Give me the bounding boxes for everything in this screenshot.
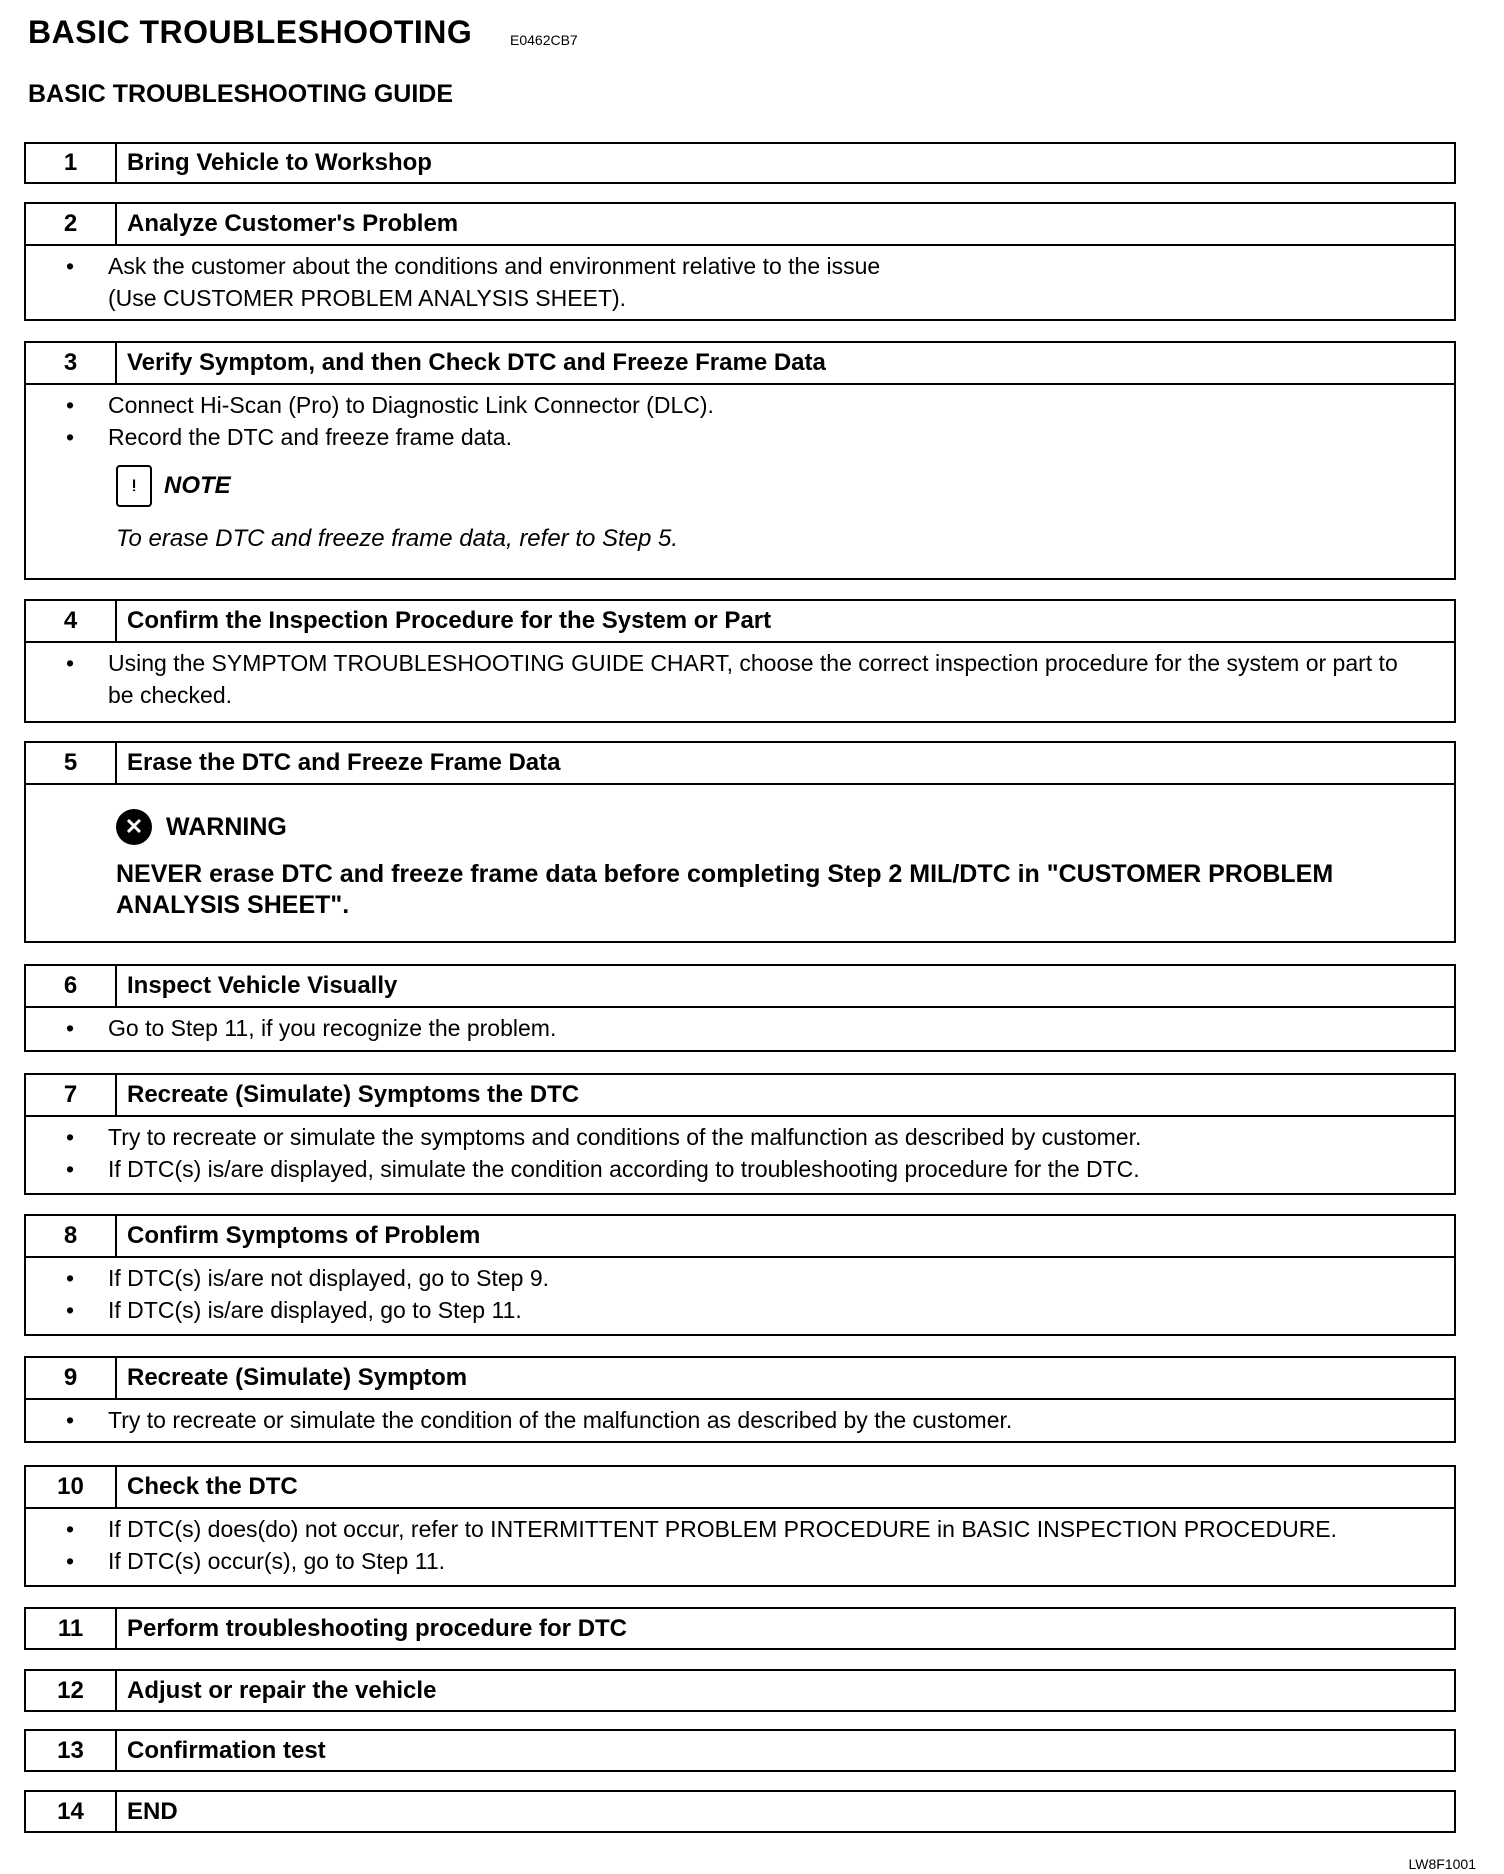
step-3 <box>24 341 1456 580</box>
step-2 <box>24 202 1456 321</box>
step-title: Verify Symptom, and then Check DTC and Freeze Frame Data <box>127 349 826 376</box>
step-9 <box>24 1356 1456 1443</box>
step-title: Recreate (Simulate) Symptoms the DTC <box>127 1081 580 1108</box>
step-title: END <box>127 1797 178 1825</box>
step-title: Bring Vehicle to Workshop <box>127 149 432 176</box>
step-11 <box>24 1607 1456 1650</box>
step-bullet: • If DTC(s) does(do) not occur, refer to INTERMITTENT PROBLEM PROCEDURE in BASIC INSPECTION PROCEDURE. <box>66 1513 1450 1545</box>
step-bullet: • Try to recreate or simulate the symptoms and conditions of the malfunction as described by customer. <box>66 1121 1434 1153</box>
step-bullet: • Ask the customer about the conditions and environment relative to the issue <box>66 250 1434 282</box>
step-title: Adjust or repair the vehicle <box>127 1676 437 1704</box>
step-number: 5 <box>26 743 117 783</box>
step-8 <box>24 1214 1456 1336</box>
step-number: 1 <box>26 144 117 182</box>
step-number: 6 <box>26 966 117 1006</box>
section-title: BASIC TROUBLESHOOTING GUIDE <box>28 80 454 108</box>
step-number: 12 <box>26 1671 117 1710</box>
step-number: 3 <box>26 343 117 383</box>
step-number: 2 <box>26 204 117 244</box>
step-title: Erase the DTC and Freeze Frame Data <box>127 749 561 776</box>
warning-callout <box>116 809 1434 845</box>
step-number: 8 <box>26 1216 117 1256</box>
step-bullet: • Connect Hi-Scan (Pro) to Diagnostic Link Connector (DLC). <box>66 389 1434 421</box>
step-5 <box>24 741 1456 943</box>
step-number: 14 <box>26 1792 117 1831</box>
step-number: 10 <box>26 1467 117 1507</box>
step-bullet: • Try to recreate or simulate the condition of the malfunction as described by the customer. <box>66 1404 1434 1436</box>
step-bullet: • If DTC(s) is/are displayed, go to Step 11. <box>66 1294 1434 1326</box>
step-number: 13 <box>26 1731 117 1770</box>
step-title: Inspect Vehicle Visually <box>127 972 398 999</box>
step-1 <box>24 142 1456 184</box>
note-text: To erase DTC and freeze frame data, refer to Step 5. <box>116 525 679 552</box>
note-callout <box>116 465 1434 507</box>
step-bullet: • If DTC(s) is/are displayed, simulate the condition according to troubleshooting procedure for the DTC. <box>66 1153 1434 1185</box>
step-bullet: • Go to Step 11, if you recognize the problem. <box>66 1012 1434 1044</box>
note-label: NOTE <box>164 472 231 499</box>
step-bullet: • Record the DTC and freeze frame data. <box>66 421 1434 453</box>
document-code: E0462CB7 <box>510 32 578 48</box>
step-title: Confirm the Inspection Procedure for the System or Part <box>127 607 772 634</box>
step-bullet: • If DTC(s) is/are not displayed, go to Step 9. <box>66 1262 1434 1294</box>
step-title: Analyze Customer's Problem <box>127 210 459 237</box>
step-title: Perform troubleshooting procedure for DTC <box>127 1614 628 1642</box>
step-number: 9 <box>26 1358 117 1398</box>
step-10 <box>24 1465 1456 1587</box>
step-number: 11 <box>26 1609 117 1648</box>
warning-text: NEVER erase DTC and freeze frame data before completing Step 2 MIL/DTC in "CUSTOMER PROBLEM ANALYSIS SHEET". <box>116 860 1334 919</box>
step-bullet-continuation: (Use CUSTOMER PROBLEM ANALYSIS SHEET). <box>108 285 627 311</box>
step-number: 4 <box>26 601 117 641</box>
step-12 <box>24 1669 1456 1712</box>
step-bullet: • If DTC(s) occur(s), go to Step 11. <box>66 1545 1450 1577</box>
x-circle-icon: ✕ <box>116 809 152 845</box>
step-number: 7 <box>26 1075 117 1115</box>
figure-code: LW8F1001 <box>1408 1856 1476 1872</box>
step-7 <box>24 1073 1456 1195</box>
step-title: Check the DTC <box>127 1473 298 1500</box>
step-14 <box>24 1790 1456 1833</box>
step-title: Recreate (Simulate) Symptom <box>127 1364 468 1391</box>
step-13 <box>24 1729 1456 1772</box>
page-title: BASIC TROUBLESHOOTING <box>28 14 473 50</box>
step-title: Confirmation test <box>127 1736 326 1764</box>
step-6 <box>24 964 1456 1052</box>
warning-label: WARNING <box>166 813 287 841</box>
step-4 <box>24 599 1456 723</box>
book-icon: ᵎ <box>116 465 152 507</box>
step-title: Confirm Symptoms of Problem <box>127 1222 481 1249</box>
step-bullet: • Using the SYMPTOM TROUBLESHOOTING GUIDE CHART, choose the correct inspection procedure for the system or part to be checked. <box>66 647 1434 711</box>
